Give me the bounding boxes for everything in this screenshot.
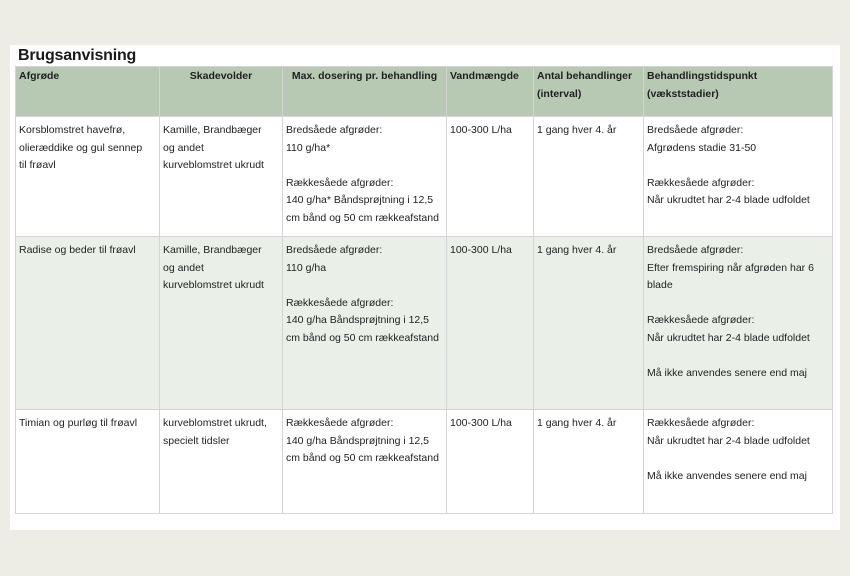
cell-line: Bredsåede afgrøder:	[286, 244, 383, 256]
cell-count: 1 gang hver 4. år	[534, 237, 644, 410]
header-timing-line2: (vækststadier)	[647, 87, 719, 100]
table-row	[16, 410, 833, 514]
cell-line: og andet	[163, 141, 204, 154]
cell-line: Rækkesåede afgrøder:	[647, 417, 755, 429]
cell-line: Når ukrudtet har 2-4 blade udfoldet	[647, 194, 810, 206]
cell-line: Rækkesåede afgrøder:	[647, 314, 755, 326]
paragraph-gap	[647, 295, 829, 313]
cell-line: Bredsåede afgrøder:	[647, 124, 744, 136]
cell-line: Bredsåede afgrøder:	[647, 244, 744, 256]
cell-line: specielt tidsler	[163, 434, 230, 447]
header-crop: Afgrøde	[16, 67, 160, 117]
cell-dose	[283, 237, 447, 410]
cell-line: Rækkesåede afgrøder:	[286, 417, 394, 429]
cell-crop	[16, 237, 160, 410]
cell-line: Timian og purløg til frøavl	[19, 417, 138, 429]
cell-pest	[160, 237, 283, 410]
cell-line: Bredsåede afgrøder:	[286, 124, 383, 136]
cell-line: Må ikke anvendes senere end maj	[647, 469, 807, 482]
document-sheet	[10, 45, 840, 530]
header-timing-line1: Behandlingstidspunkt	[647, 70, 758, 82]
cell-line: 140 g/ha Båndsprøjtning i 12,5	[286, 314, 430, 326]
cell-timing	[644, 237, 833, 410]
cell-water: 100-300 L/ha	[447, 117, 534, 237]
cell-line: og andet	[163, 261, 204, 274]
cell-line: kurveblomstret ukrudt	[163, 159, 264, 171]
cell-timing	[644, 410, 833, 514]
cell-count: 1 gang hver 4. år	[534, 410, 644, 514]
paragraph-gap	[647, 450, 829, 468]
cell-pest	[160, 410, 283, 514]
cell-line: Må ikke anvendes senere end maj	[647, 366, 807, 379]
cell-line: olieræddike og gul sennep	[19, 141, 143, 154]
cell-line: til frøavl	[19, 159, 56, 171]
cell-line: 110 g/ha	[286, 261, 327, 274]
cell-line: 140 g/ha Båndsprøjtning i 12,5	[286, 434, 430, 447]
cell-line: 140 g/ha* Båndsprøjtning i 12,5	[286, 194, 434, 206]
cell-pest	[160, 117, 283, 237]
cell-line: cm bånd og 50 cm rækkeafstand	[286, 452, 439, 464]
table-header-row	[16, 67, 833, 117]
cell-count: 1 gang hver 4. år	[534, 117, 644, 237]
cell-line: Rækkesåede afgrøder:	[286, 176, 394, 189]
cell-line: Radise og beder til frøavl	[19, 244, 136, 256]
cell-line: kurveblomstret ukrudt	[163, 279, 264, 291]
cell-line: Når ukrudtet har 2-4 blade udfoldet	[647, 434, 810, 447]
header-water: Vandmængde	[447, 67, 534, 117]
cell-line: Rækkesåede afgrøder:	[647, 176, 755, 189]
cell-line: cm bånd og 50 cm rækkeafstand	[286, 331, 439, 344]
cell-dose	[283, 117, 447, 237]
header-dose: Max. dosering pr. behandling	[283, 67, 447, 117]
paragraph-gap	[286, 277, 443, 295]
cell-dose	[283, 410, 447, 514]
cell-line: Kamille, Brandbæger	[163, 124, 262, 136]
cell-crop	[16, 410, 160, 514]
cell-line: Når ukrudtet har 2-4 blade udfoldet	[647, 331, 810, 344]
table-row	[16, 117, 833, 237]
usage-table	[15, 66, 833, 514]
paragraph-gap	[647, 347, 829, 365]
table-row	[16, 237, 833, 410]
cell-line: 110 g/ha*	[286, 141, 331, 154]
cell-line: Afgrødens stadie 31-50	[647, 141, 757, 154]
cell-line: blade	[647, 279, 673, 291]
cell-line: Efter fremspiring når afgrøden har 6	[647, 261, 814, 274]
cell-line: Rækkesåede afgrøder:	[286, 296, 394, 309]
cell-crop	[16, 117, 160, 237]
cell-line: cm bånd og 50 cm rækkeafstand	[286, 211, 439, 224]
header-pest: Skadevolder	[160, 67, 283, 117]
cell-water: 100-300 L/ha	[447, 237, 534, 410]
cell-timing	[644, 117, 833, 237]
paragraph-gap	[286, 157, 443, 175]
header-count-line1: Antal behandlinger	[537, 70, 633, 82]
cell-line: kurveblomstret ukrudt,	[163, 417, 267, 429]
header-count-line2: (interval)	[537, 87, 582, 100]
page-title: Brugsanvisning	[18, 47, 137, 64]
cell-line: Kamille, Brandbæger	[163, 244, 262, 256]
header-timing	[644, 67, 833, 117]
header-count	[534, 67, 644, 117]
cell-water: 100-300 L/ha	[447, 410, 534, 514]
cell-line: Korsblomstret havefrø,	[19, 124, 126, 136]
paragraph-gap	[647, 157, 829, 175]
